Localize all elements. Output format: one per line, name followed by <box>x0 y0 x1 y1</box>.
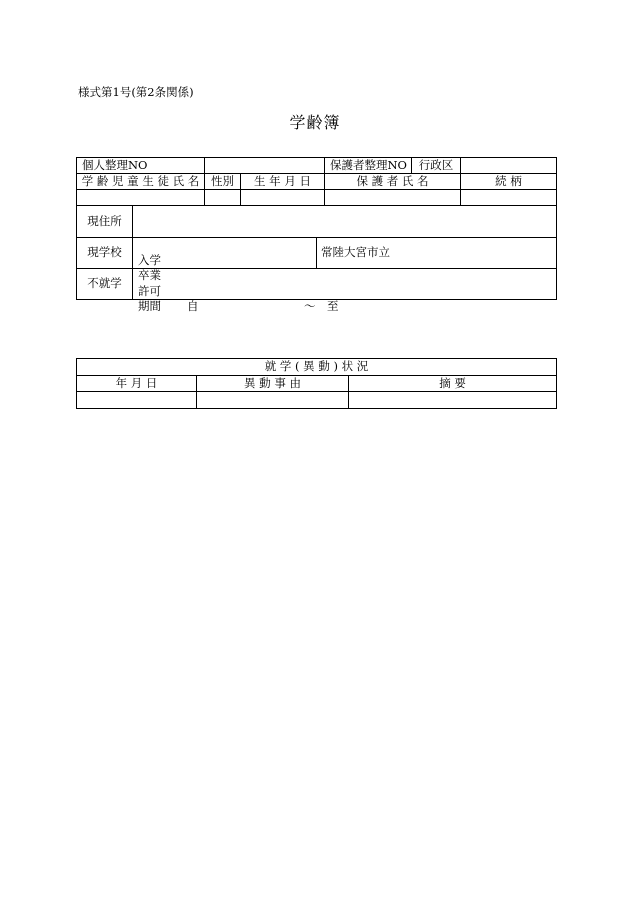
birthdate-label: 生 年 月 日 <box>241 174 325 190</box>
school-label: 現学校 <box>77 238 133 269</box>
school-dates-cell <box>133 238 317 282</box>
period-label: 期間 <box>138 299 161 313</box>
student-name-value[interactable] <box>77 190 205 206</box>
relationship-label: 続 柄 <box>461 174 557 190</box>
page-title: 学齢簿 <box>289 113 341 132</box>
enrollment-table <box>76 358 557 409</box>
tilde: ～ <box>304 299 316 313</box>
non-attendance-label: 不就学 <box>77 269 133 300</box>
reason-value[interactable] <box>197 392 349 409</box>
to-label: 至 <box>327 299 339 313</box>
from-label: 自 <box>187 299 199 313</box>
address-label: 現住所 <box>77 206 133 238</box>
gender-value[interactable] <box>205 190 241 206</box>
address-school-table <box>76 205 557 313</box>
guardian-name-value[interactable] <box>325 190 461 206</box>
enrollment-title: 就 学 ( 異 動 ) 状 況 <box>77 359 557 376</box>
school-name: 常陸大宮市立 <box>317 238 557 269</box>
date-header: 年 月 日 <box>77 376 197 392</box>
address-value[interactable] <box>133 206 557 238</box>
register-table <box>76 157 557 206</box>
date-value[interactable] <box>77 392 197 409</box>
student-name-label: 学 齢 児 童 生 徒 氏 名 <box>77 174 205 190</box>
admission-label: 入学 <box>138 253 161 267</box>
personal-no-value[interactable] <box>205 158 325 174</box>
permission-label: 許可 <box>138 284 161 298</box>
summary-header: 摘 要 <box>349 376 557 392</box>
birthdate-value[interactable] <box>241 190 325 206</box>
district-label: 行政区 <box>412 158 461 174</box>
gender-label: 性別 <box>205 174 241 190</box>
graduation-label: 卒業 <box>138 268 161 282</box>
relationship-value[interactable] <box>461 190 557 206</box>
form-note: 様式第1号(第2条関係) <box>78 85 194 99</box>
non-attendance-cell <box>133 269 557 313</box>
guardian-name-label: 保 護 者 氏 名 <box>325 174 461 190</box>
district-value[interactable] <box>461 158 557 174</box>
summary-value[interactable] <box>349 392 557 409</box>
guardian-no-label: 保護者整理NO <box>325 158 412 174</box>
reason-header: 異 動 事 由 <box>197 376 349 392</box>
personal-no-label: 個人整理NO <box>77 158 205 174</box>
